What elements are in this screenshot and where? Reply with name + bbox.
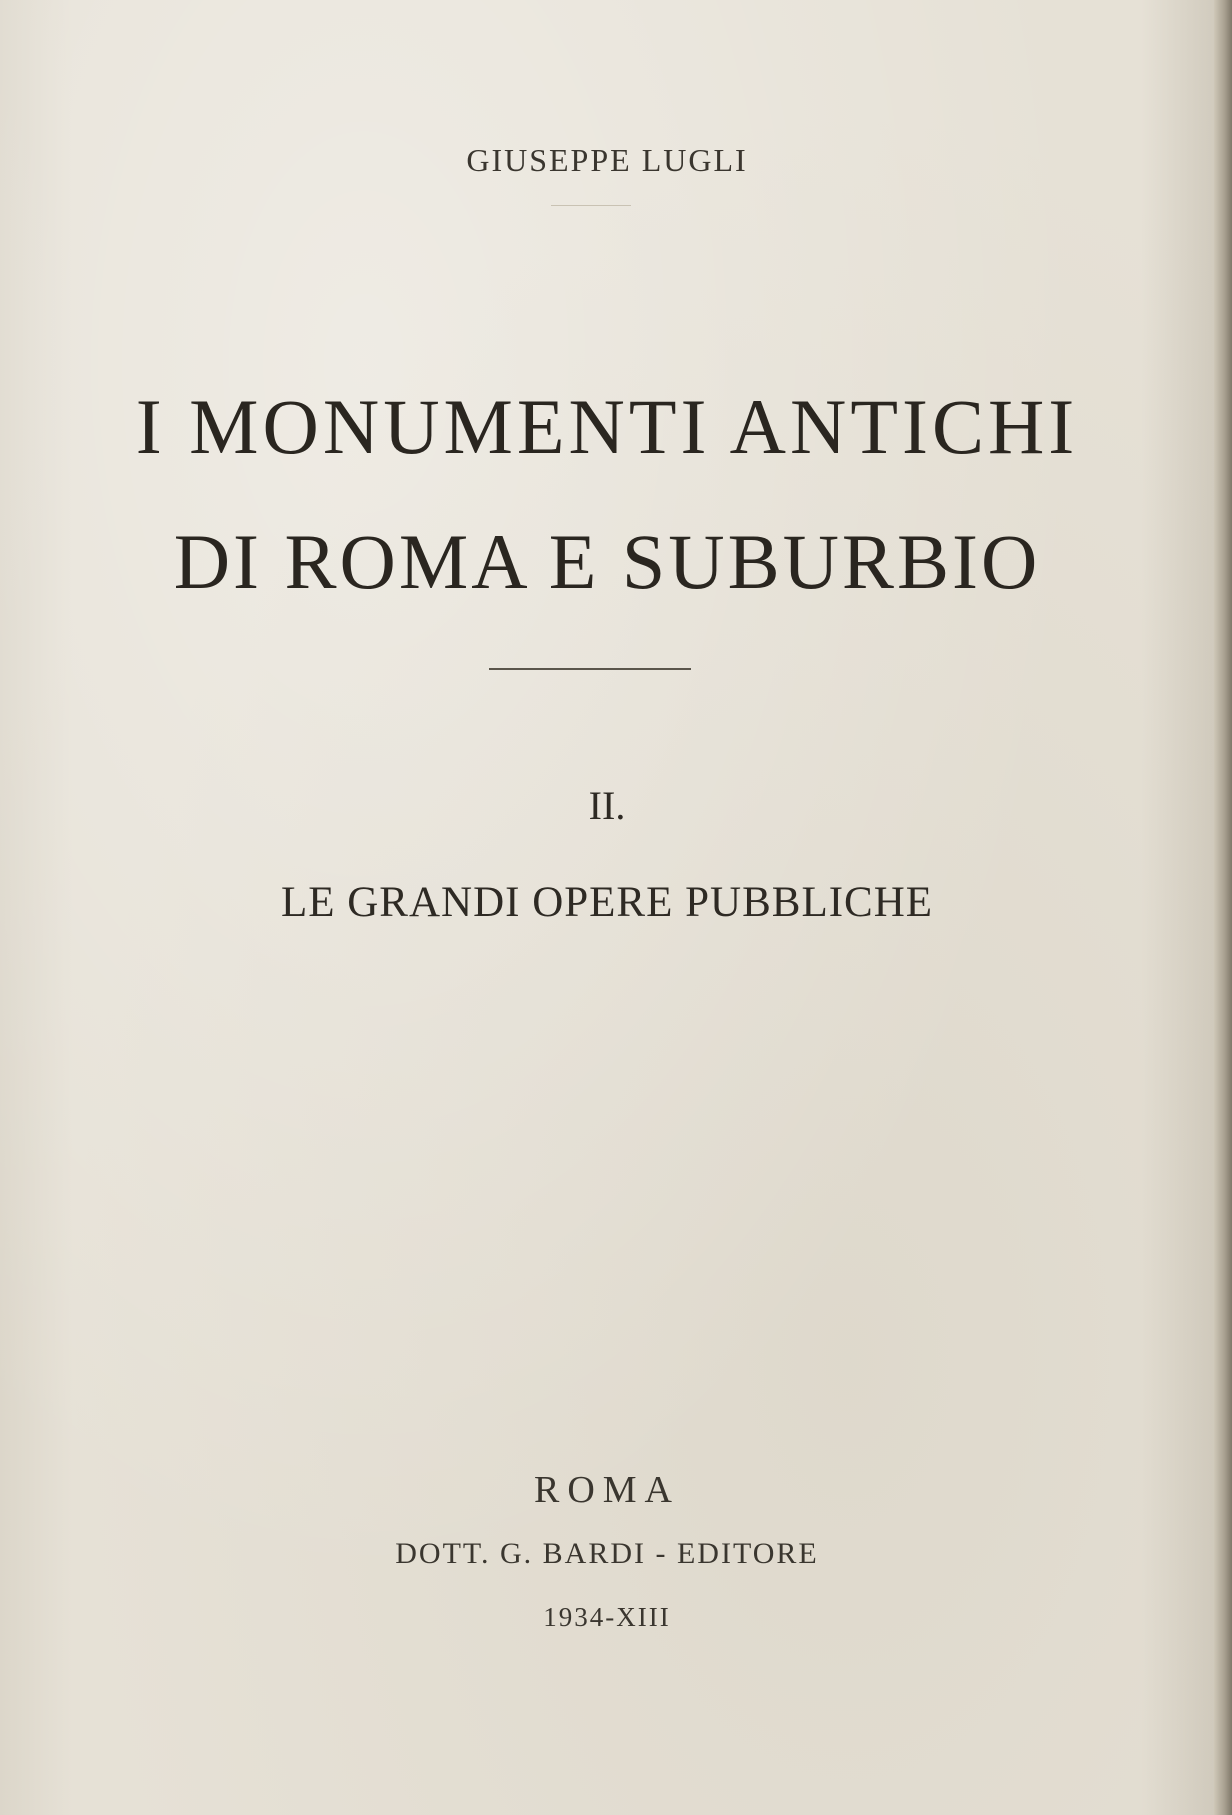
- publication-city: ROMA: [533, 1469, 681, 1511]
- volume-subtitle: LE GRANDI OPERE PUBBLICHE: [280, 879, 934, 926]
- title-divider: [489, 668, 691, 670]
- publication-year: 1934-XIII: [543, 1602, 671, 1632]
- volume-number: II.: [588, 783, 626, 828]
- title-line-1: I MONUMENTI ANTICHI: [135, 383, 1079, 470]
- page-edge: [1214, 0, 1232, 1815]
- title-line-2: DI ROMA E SUBURBIO: [173, 518, 1041, 605]
- publisher-name: DOTT. G. BARDI - EDITORE: [395, 1537, 819, 1570]
- author-name: GIUSEPPE LUGLI: [466, 142, 748, 178]
- author-divider: [551, 205, 631, 206]
